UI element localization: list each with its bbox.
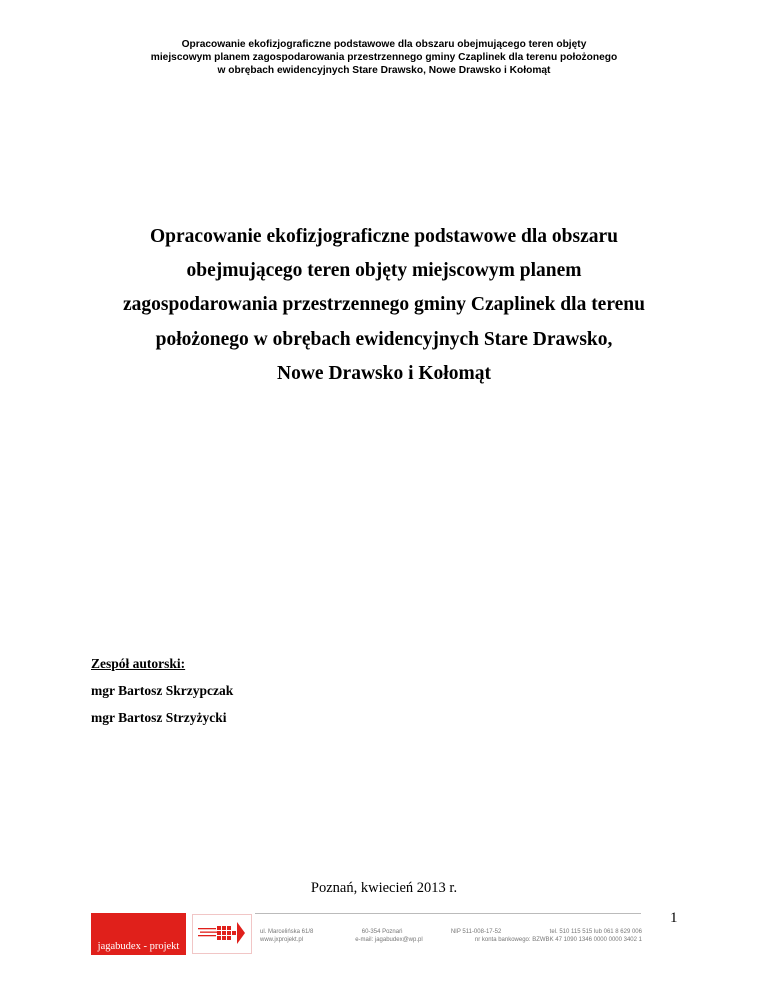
team-heading: Zespół autorski: <box>91 656 186 671</box>
page-header <box>0 38 768 77</box>
header-line-2: miejscowym planem zagospodarowania przestrzennego gminy Czaplinek dla terenu położonego <box>150 52 618 63</box>
footer-divider <box>255 913 641 914</box>
arrow-logo-icon <box>192 914 252 954</box>
page-number: 1 <box>670 910 678 926</box>
author-team <box>91 650 233 731</box>
footer-phone: tel. 510 115 515 lub 061 8 629 006 <box>549 929 642 935</box>
footer-bank-account: nr konta bankowego: BZWBK 47 1090 1346 0000 0000 3402 1 <box>474 937 642 943</box>
company-logo <box>91 913 186 955</box>
header-line-1: Opracowanie ekofizjograficzne podstawowe dla obszaru obejmującego teren objęty <box>181 39 587 50</box>
title-line-1: Opracowanie ekofizjograficzne podstawowe dla obszaru <box>150 226 618 247</box>
team-member: mgr Bartosz Skrzypczak <box>91 683 234 698</box>
title-line-3: zagospodarowania przestrzennego gminy Czaplinek dla terenu <box>123 294 645 316</box>
footer-nip: NIP 511-008-17-52 <box>450 929 502 935</box>
title-line-2: obejmującego teren objęty miejscowym planem <box>186 260 582 282</box>
header-line-3: w obrębach ewidencyjnych Stare Drawsko, Nowe Drawsko i Kołomąt <box>217 65 551 76</box>
document-title <box>70 220 698 391</box>
footer-city: 60-354 Poznań <box>361 929 403 935</box>
title-line-5: Nowe Drawsko i Kołomąt <box>277 362 491 384</box>
footer-website: www.jxprojekt.pl <box>260 937 304 943</box>
footer-contact-info <box>260 928 642 944</box>
team-member: mgr Bartosz Strzyżycki <box>91 710 227 725</box>
title-line-4: położonego w obrębach ewidencyjnych Stare Drawsko, <box>155 328 613 350</box>
place-and-date: Poznań, kwiecień 2013 r. <box>310 880 458 896</box>
footer-address: ul. Marcelińska 61/8 <box>260 929 314 935</box>
logo-text: jagabudex - projekt <box>97 941 180 952</box>
footer-email: e-mail: jagabudex@wp.pl <box>355 937 423 943</box>
